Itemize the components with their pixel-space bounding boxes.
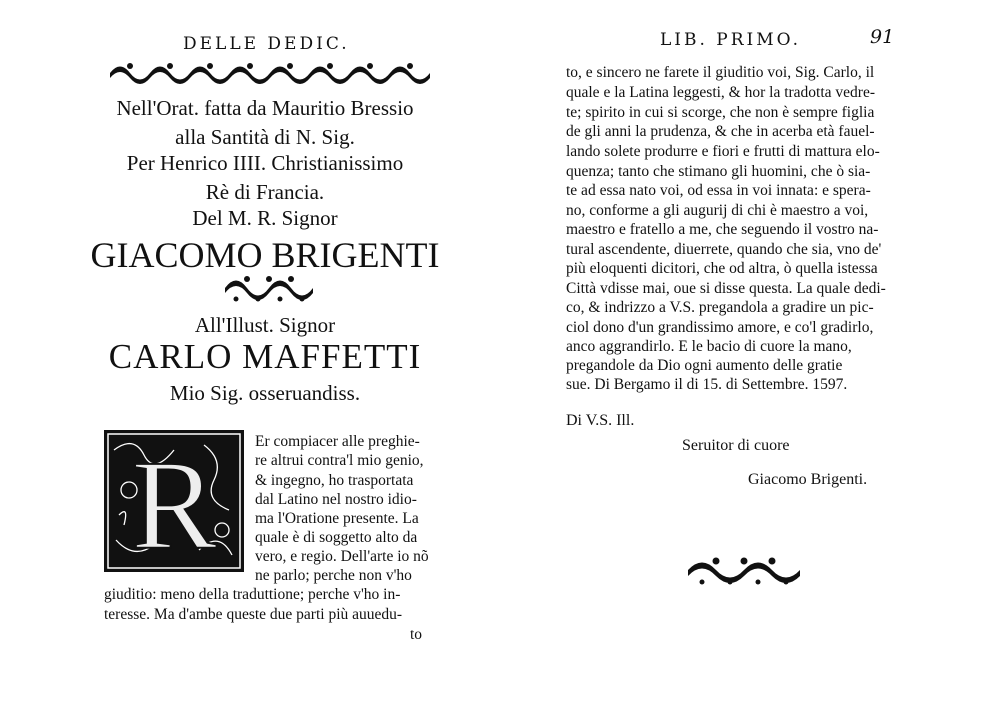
body-line: no, conforme a gli augurij di chi è maestro a voi, [566, 202, 869, 219]
right-running-header: LIB. PRIMO. [660, 30, 802, 50]
body-line: quenza; tanto che stimano gli huomini, che ò sia- [566, 163, 871, 180]
addressee-name: CARLO MAFFETTI [108, 337, 422, 376]
body-line: Città vdisse mai, oue si disse questa. La quale dedi- [566, 280, 886, 297]
body-line: tural ascendente, diuerrete, quando che sia, vno de' [566, 241, 882, 258]
body-line: teresse. Ma d'ambe queste due parti più auuedu- [104, 606, 403, 623]
decorated-initial [104, 430, 244, 572]
salutation: Di V.S. Ill. [566, 412, 635, 429]
body-line: sue. Di Bergamo il di 15. di Settembre. 1597. [566, 376, 848, 393]
body-line: te; spirito in cui si scorge, che non è sempre figlia [566, 104, 875, 121]
body-line: maestro e fratello a me, che seguendo il vostro na- [566, 221, 879, 238]
title-line-5: Del M. R. Signor [192, 206, 338, 230]
closing: Seruitor di cuore [682, 437, 790, 454]
signature: Giacomo Brigenti. [748, 471, 868, 488]
body-line: & ingegno, ho trasportata [255, 472, 414, 489]
ornament-band-top [110, 60, 430, 86]
body-line: giuditio: meno della traduttione; perche v'ho in- [104, 586, 401, 603]
body-line: vero, e regio. Dell'arte io nõ [255, 548, 429, 565]
body-line: to, e sincero ne farete il giuditio voi, Sig. Carlo, il [566, 64, 875, 81]
body-line: quale e la Latina leggesti, & hor la tradotta vedre- [566, 84, 876, 101]
body-line: più eloquenti dicitori, che od altra, ò quella istessa [566, 260, 878, 277]
author-name: GIACOMO BRIGENTI [90, 235, 440, 275]
body-line: Er compiacer alle preghie- [255, 433, 420, 450]
body-line: pregandole da Dio ogni aumento delle gratie [566, 357, 843, 374]
catchword: to [410, 626, 423, 643]
right-page [500, 0, 1000, 714]
title-line-4: Rè di Francia. [205, 180, 325, 204]
page-number: 91 [870, 26, 895, 48]
body-line: anco aggrandirlo. E le bacio di cuore la mano, [566, 338, 852, 355]
title-line-3: Per Henrico IIII. Christianissimo [126, 151, 404, 175]
body-line: ciol dono d'un grandissimo amore, e co'l gradirlo, [566, 319, 874, 336]
body-line: re altrui contra'l mio genio, [255, 452, 424, 469]
title-line-1: Nell'Orat. fatta da Mauritio Bressio [116, 96, 414, 120]
title-line-2: alla Santità di N. Sig. [175, 125, 355, 149]
body-line: de gli anni la prudenza, & che in acerba età fauel- [566, 123, 875, 140]
initial-letter: R [131, 434, 217, 572]
left-running-header: DELLE DEDIC. [183, 34, 350, 54]
ornament-small-center [225, 273, 313, 303]
body-line: lando solete produrre e fiori e frutti di mattura elo- [566, 143, 880, 160]
ornament-tailpiece [688, 555, 800, 585]
honorific-line: Mio Sig. osseruandiss. [169, 381, 361, 405]
body-line: te ad essa nato voi, od essa in voi innata: e sperа- [566, 182, 871, 199]
addressee-line: All'Illust. Signor [194, 313, 336, 337]
body-line: quale è di soggetto alto da [255, 529, 418, 546]
body-line: dal Latino nel nostro idio- [255, 491, 417, 508]
body-line: ma l'Oratione presente. La [255, 510, 419, 527]
body-line: ne parlo; perche non v'ho [255, 567, 412, 584]
body-line: co, & indrizzo a V.S. pregandola a gradire un pic- [566, 299, 874, 316]
